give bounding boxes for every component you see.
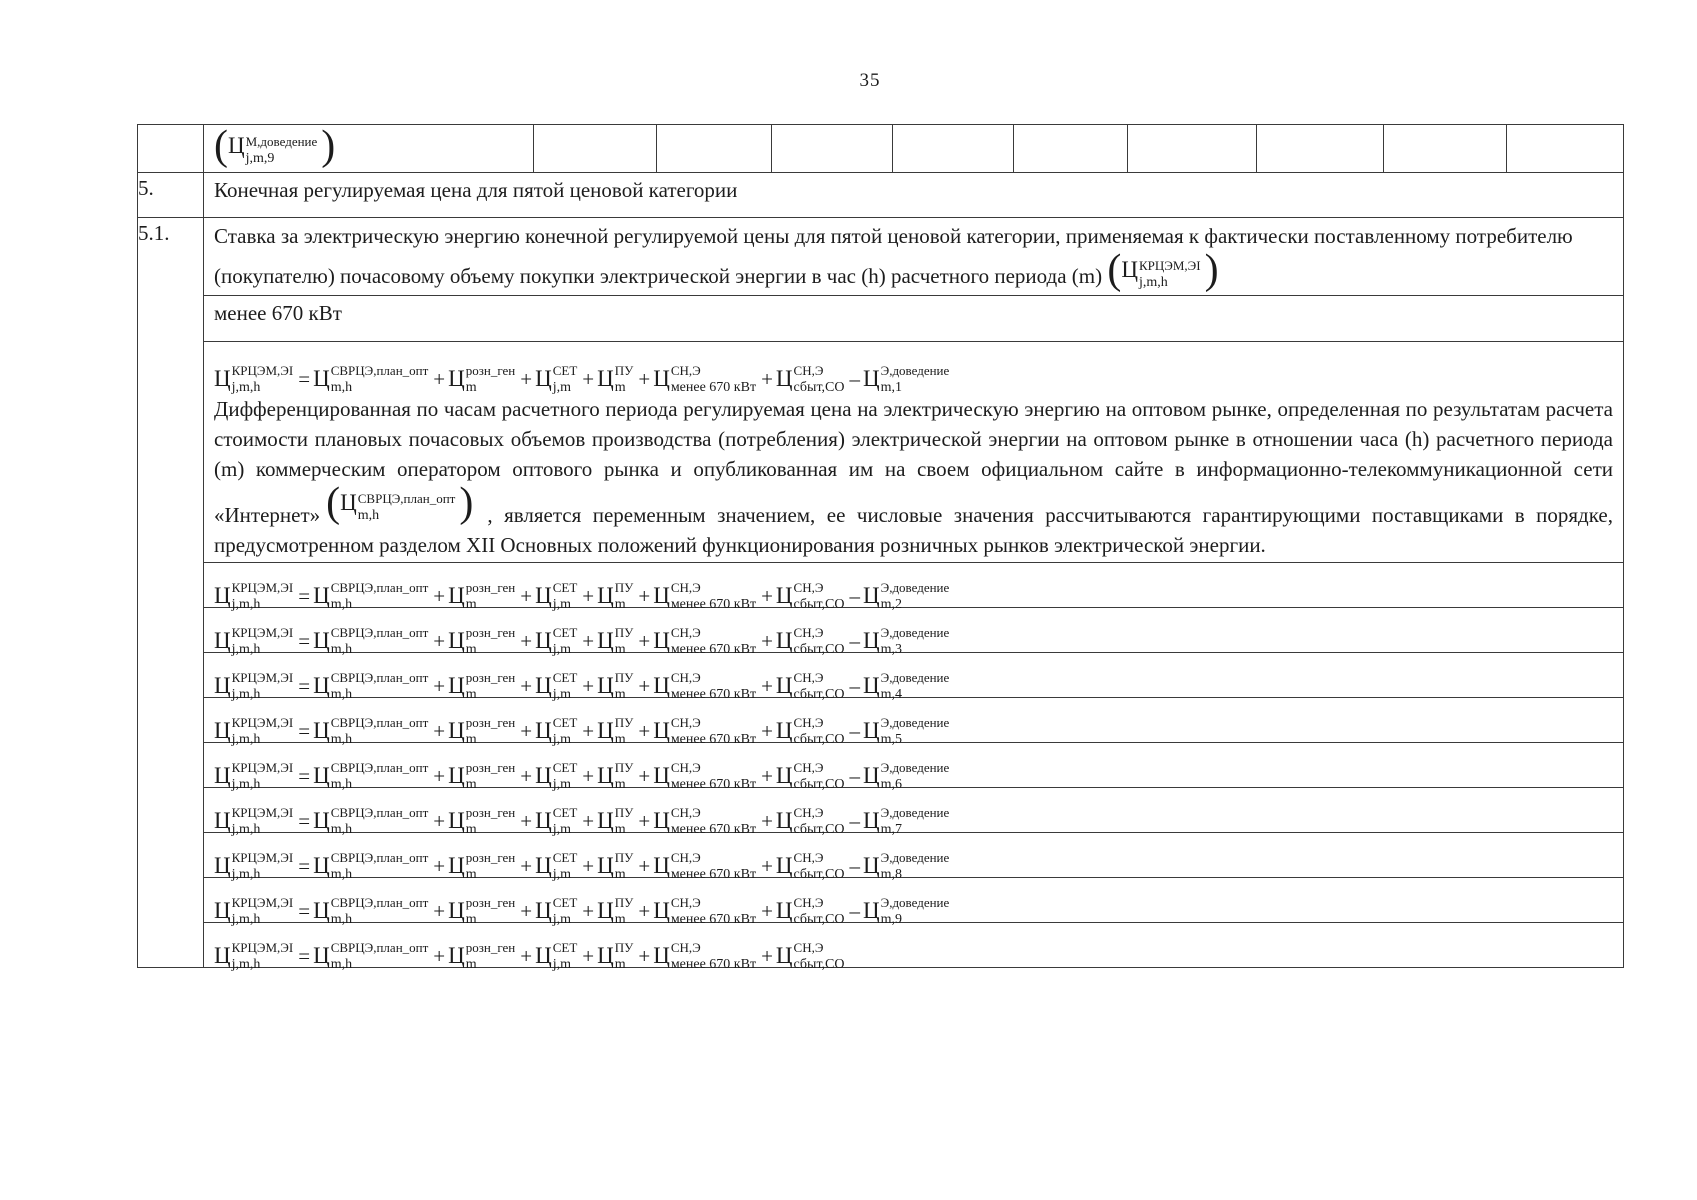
description-text: Дифференцированная по часам расчетного периода регулируемая цена на электрическую энергию на оптовом рынке, определенная по результатам расчета стоимости плановых почасовых объемов производства (потребления) электрической энергии на оптовом рынке в отношении часа (h) расчетного периода (m) коммерческим оператором оптового рынка и опубликованная им на своем официальном сайте в информационно-телекоммуникационной сети «Интернет»	[214, 397, 1613, 527]
section-title: Конечная регулируемая цена для пятой ценовой категории	[214, 178, 738, 202]
formula-cell	[204, 743, 1624, 792]
operator: +	[520, 854, 533, 878]
operator: =	[298, 584, 311, 608]
page-number: 35	[859, 70, 881, 91]
operator: –	[849, 899, 860, 923]
operator: +	[582, 854, 595, 878]
table-row	[138, 923, 1624, 968]
table-row	[138, 563, 1624, 608]
formula-cell	[204, 698, 1624, 747]
formula-term: Ц СН,Э сбыт,СО	[775, 363, 845, 395]
formula-term: Ц СН,Э сбыт,СО	[775, 850, 845, 882]
operator: +	[638, 674, 651, 698]
operator: +	[520, 367, 533, 391]
operator: +	[582, 809, 595, 833]
formula-term: Ц ПУ m	[597, 850, 634, 882]
formula-term: Ц СЕТ j,m	[535, 363, 578, 395]
operator: =	[298, 674, 311, 698]
formula-term: Ц СВРЦЭ,план_опт m,h	[313, 363, 429, 395]
formula-term: Ц СН,Э менее 670 кВт	[653, 715, 757, 747]
operator: +	[520, 674, 533, 698]
column-cell	[657, 125, 772, 172]
operator: +	[520, 809, 533, 833]
operator: =	[298, 854, 311, 878]
formula-term: Ц СВРЦЭ,план_опт m,h	[313, 940, 429, 972]
formula	[204, 743, 1623, 792]
text-cell	[204, 218, 1624, 296]
table-row	[138, 878, 1624, 923]
operator: +	[638, 584, 651, 608]
formula-term: Ц СН,Э менее 670 кВт	[653, 895, 757, 927]
table-row	[138, 296, 1624, 342]
operator: +	[520, 584, 533, 608]
formula-term: Ц СЕТ j,m	[535, 805, 578, 837]
operator: –	[849, 719, 860, 743]
formula-cell	[204, 342, 1624, 563]
formula-cell	[204, 878, 1624, 927]
operator: +	[638, 719, 651, 743]
formula	[204, 698, 1623, 747]
operator: +	[638, 854, 651, 878]
column-cell	[204, 125, 534, 172]
formula-cell	[204, 788, 1624, 837]
formula-term: Ц СЕТ j,m	[535, 715, 578, 747]
text-cell	[204, 173, 1624, 218]
formula-term: Ц ПУ m	[597, 760, 634, 792]
operator: +	[582, 899, 595, 923]
column-cell	[1257, 125, 1384, 172]
operator: +	[638, 367, 651, 391]
operator: –	[849, 854, 860, 878]
formula-term: Ц розн_ген m	[448, 895, 516, 927]
inner-columns	[204, 125, 1623, 172]
operator: +	[520, 629, 533, 653]
operator: =	[298, 944, 311, 968]
formula-term: Ц СН,Э менее 670 кВт	[653, 850, 757, 882]
formula-term: Ц ПУ m	[597, 580, 634, 612]
formula-term: Ц розн_ген m	[448, 760, 516, 792]
operator: +	[582, 719, 595, 743]
formula-lhs: Ц КРЦЭМ,ЭI j,m,h	[214, 580, 294, 612]
formula-term: Ц ПУ m	[597, 940, 634, 972]
formula-term: Ц СН,Э менее 670 кВт	[653, 625, 757, 657]
operator: +	[433, 854, 446, 878]
formula-cell	[204, 608, 1624, 657]
operator: +	[638, 899, 651, 923]
formula-term: Ц розн_ген m	[448, 715, 516, 747]
operator: +	[761, 584, 773, 608]
operator: +	[638, 809, 651, 833]
inline-formula: ( Ц СВРЦЭ,план_опт m,h )	[326, 480, 474, 526]
operator: =	[298, 809, 311, 833]
operator: +	[582, 584, 595, 608]
operator: =	[298, 764, 311, 788]
formula-lhs: Ц КРЦЭМ,ЭI j,m,h	[214, 940, 294, 972]
operator: +	[433, 367, 446, 391]
formula	[204, 833, 1623, 882]
operator: +	[582, 629, 595, 653]
table-row	[138, 653, 1624, 698]
formula-term: Ц СН,Э сбыт,СО	[775, 895, 845, 927]
formula-term: Ц Э,доведение m,4	[862, 670, 950, 702]
formula-term: Ц ПУ m	[597, 895, 634, 927]
formula-term: Ц СН,Э сбыт,СО	[775, 805, 845, 837]
operator: +	[433, 809, 446, 833]
table-row	[138, 218, 1624, 296]
operator: +	[761, 367, 773, 391]
formula-term: Ц розн_ген m	[448, 850, 516, 882]
formula-lhs: Ц КРЦЭМ,ЭI j,m,h	[214, 760, 294, 792]
operator: +	[638, 629, 651, 653]
operator: =	[298, 629, 311, 653]
top-formula: ( Ц М,доведение j,m,9 )	[214, 123, 336, 169]
operator: +	[638, 944, 651, 968]
operator: +	[582, 367, 595, 391]
formula-term: Ц СН,Э сбыт,СО	[775, 715, 845, 747]
number-cell	[138, 125, 204, 173]
formula-cell	[204, 125, 1624, 173]
operator: +	[433, 719, 446, 743]
column-cell	[893, 125, 1014, 172]
formula-term: Ц СН,Э менее 670 кВт	[653, 580, 757, 612]
table-row	[138, 173, 1624, 218]
formula-term: Ц Э,доведение m,9	[862, 895, 950, 927]
formula-lhs: Ц КРЦЭМ,ЭI j,m,h	[214, 850, 294, 882]
operator: +	[582, 764, 595, 788]
operator: +	[520, 944, 533, 968]
formula-lhs: Ц КРЦЭМ,ЭI j,m,h	[214, 363, 294, 395]
operator: +	[761, 944, 773, 968]
formula-term: Ц СВРЦЭ,план_опт m,h	[313, 625, 429, 657]
formula-term: Ц розн_ген m	[448, 940, 516, 972]
table-row	[138, 698, 1624, 743]
operator: +	[433, 674, 446, 698]
formula-term: Ц СЕТ j,m	[535, 940, 578, 972]
operator: +	[433, 899, 446, 923]
column-cell	[1128, 125, 1257, 172]
formula-cell	[204, 923, 1624, 972]
description-paragraph	[204, 390, 1623, 562]
formula-term: Ц СН,Э сбыт,СО	[775, 580, 845, 612]
formula-lhs: Ц КРЦЭМ,ЭI j,m,h	[214, 625, 294, 657]
formula-term: Ц СН,Э сбыт,СО	[775, 940, 845, 972]
formula-term: Ц Э,доведение m,2	[862, 580, 950, 612]
operator: +	[761, 854, 773, 878]
formula-lhs: Ц КРЦЭМ,ЭI j,m,h	[214, 715, 294, 747]
operator: +	[520, 764, 533, 788]
operator: =	[298, 899, 311, 923]
operator: +	[761, 674, 773, 698]
formula-cell	[204, 653, 1624, 702]
table-row	[138, 833, 1624, 878]
formula-term: Ц СЕТ j,m	[535, 850, 578, 882]
formula-lhs: Ц КРЦЭМ,ЭI j,m,h	[214, 805, 294, 837]
operator: +	[761, 629, 773, 653]
formula-term: Ц СН,Э менее 670 кВт	[653, 363, 757, 395]
formula-term: Ц ПУ m	[597, 670, 634, 702]
formula-term: Ц СЕТ j,m	[535, 670, 578, 702]
row-number: 5.1.	[138, 218, 204, 968]
column-cell	[772, 125, 893, 172]
operator: +	[582, 674, 595, 698]
formula-term: Ц СВРЦЭ,план_опт m,h	[313, 580, 429, 612]
column-cell	[534, 125, 657, 172]
text-cell	[204, 296, 1624, 342]
formula	[204, 923, 1623, 972]
operator: +	[433, 584, 446, 608]
operator: –	[849, 764, 860, 788]
formula-term: Ц розн_ген m	[448, 625, 516, 657]
operator: +	[761, 809, 773, 833]
formula-cell	[204, 563, 1624, 612]
operator: +	[582, 944, 595, 968]
section-description	[204, 218, 1623, 295]
formula-term: Ц СН,Э сбыт,СО	[775, 625, 845, 657]
operator: +	[761, 764, 773, 788]
formula-term: Ц розн_ген m	[448, 670, 516, 702]
column-cell	[1507, 125, 1623, 172]
description-text-continued: , является переменным значением, ее числовые значения рассчитываются гарантирующими поставщиками в порядке, предусмотренном разделом XII Основных положений функционирования розничных рынков электрической энергии.	[214, 503, 1613, 557]
formula	[204, 653, 1623, 702]
operator: =	[298, 367, 311, 391]
column-cell	[1384, 125, 1507, 172]
formula-term: Ц СВРЦЭ,план_опт m,h	[313, 895, 429, 927]
formula	[204, 788, 1623, 837]
formula-term: Ц СН,Э менее 670 кВт	[653, 670, 757, 702]
operator: –	[849, 584, 860, 608]
table-row	[138, 743, 1624, 788]
formula	[204, 878, 1623, 927]
table-row	[138, 125, 1624, 173]
formula-term: Ц СН,Э менее 670 кВт	[653, 760, 757, 792]
formula-term: Ц СН,Э сбыт,СО	[775, 760, 845, 792]
formula-term: Ц СН,Э менее 670 кВт	[653, 805, 757, 837]
column-cell	[1014, 125, 1128, 172]
formula-term: Ц СН,Э менее 670 кВт	[653, 940, 757, 972]
operator: =	[298, 719, 311, 743]
formula-term: Ц Э,доведение m,8	[862, 850, 950, 882]
tariff-table	[137, 123, 1624, 972]
operator: –	[849, 809, 860, 833]
operator: +	[761, 719, 773, 743]
formula-term: Ц Э,доведение m,5	[862, 715, 950, 747]
row-number: 5.	[138, 173, 204, 218]
formula-term: Ц розн_ген m	[448, 805, 516, 837]
formula-term: Ц СВРЦЭ,план_опт m,h	[313, 670, 429, 702]
formula-term: Ц розн_ген m	[448, 363, 516, 395]
section-description-text: Ставка за электрическую энергию конечной регулируемой цены для пятой ценовой категории, применяемая к фактически поставленному потребителю (покупателю) почасовому объему покупки электрической энергии в час (h) расчетного периода (m)	[214, 224, 1573, 288]
formula-term: Ц СВРЦЭ,план_опт m,h	[313, 715, 429, 747]
table-row	[138, 342, 1624, 563]
table-row	[138, 788, 1624, 833]
formula-term: Ц ПУ m	[597, 715, 634, 747]
formula-term: Ц СВРЦЭ,план_опт m,h	[313, 850, 429, 882]
formula-term: Ц ПУ m	[597, 363, 634, 395]
formula-term: Ц СН,Э сбыт,СО	[775, 670, 845, 702]
section-formula: ( Ц КРЦЭМ,ЭI j,m,h )	[1107, 247, 1219, 293]
operator: +	[433, 944, 446, 968]
formula-term: Ц ПУ m	[597, 625, 634, 657]
operator: +	[433, 764, 446, 788]
formula	[204, 608, 1623, 657]
formula-term: Ц СВРЦЭ,план_опт m,h	[313, 805, 429, 837]
operator: +	[433, 629, 446, 653]
formula-lhs: Ц КРЦЭМ,ЭI j,m,h	[214, 670, 294, 702]
formula-term: Ц СЕТ j,m	[535, 760, 578, 792]
operator: –	[849, 367, 860, 391]
operator: +	[520, 899, 533, 923]
formula-term: Ц СЕТ j,m	[535, 895, 578, 927]
operator: +	[520, 719, 533, 743]
table-row	[138, 608, 1624, 653]
operator: –	[849, 674, 860, 698]
formula-term: Ц СЕТ j,m	[535, 625, 578, 657]
formula-term: Ц Э,доведение m,3	[862, 625, 950, 657]
formula	[204, 563, 1623, 612]
formula-term: Ц СВРЦЭ,план_опт m,h	[313, 760, 429, 792]
formula-term: Ц ПУ m	[597, 805, 634, 837]
formula-term: Ц Э,доведение m,6	[862, 760, 950, 792]
formula	[204, 342, 1623, 395]
formula-term: Ц Э,доведение m,7	[862, 805, 950, 837]
operator: –	[849, 629, 860, 653]
operator: +	[761, 899, 773, 923]
formula-cell	[204, 833, 1624, 882]
operator: +	[638, 764, 651, 788]
formula-term: Ц СЕТ j,m	[535, 580, 578, 612]
formula-term: Ц Э,доведение m,1	[862, 363, 950, 395]
formula-term: Ц розн_ген m	[448, 580, 516, 612]
formula-lhs: Ц КРЦЭМ,ЭI j,m,h	[214, 895, 294, 927]
voltage-label: менее 670 кВт	[214, 301, 342, 325]
